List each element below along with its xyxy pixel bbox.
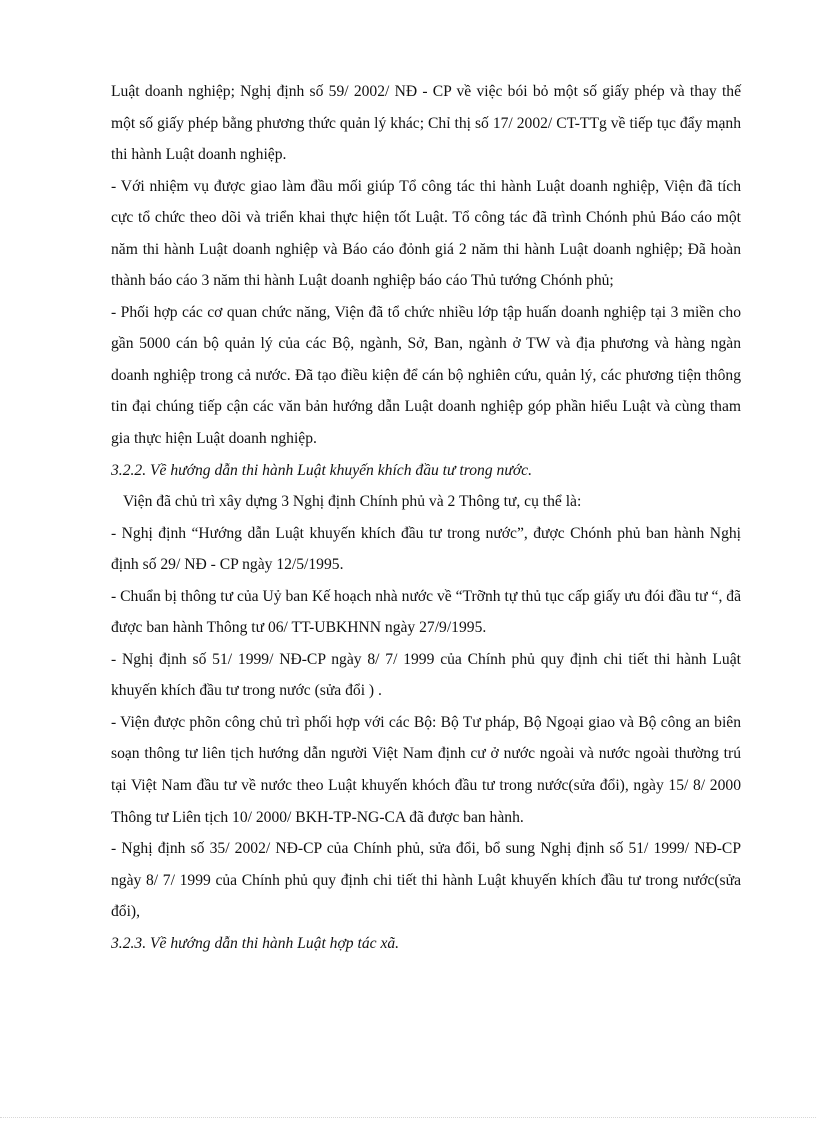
section-heading-3-2-3: 3.2.3. Về hướng dẫn thi hành Luật hợp tác xã. [111, 934, 400, 952]
bullet-decree-29: - Nghị định “Hướng dẫn Luật khuyến khích đầu tư trong nước”, được Chónh phủ ban hành Nghị định số 29/ NĐ - CP ngày 12/5/1995. [111, 524, 741, 574]
bullet-task-force: - Với nhiệm vụ được giao làm đầu mối giúp Tổ công tác thi hành Luật doanh nghiệp, Viện đã tích cực tổ chức theo dõi và triển khai thực hiện tốt Luật. Tổ công tác đã trình Chónh phủ Báo cáo một năm thi hành Luật doanh nghiệp và Báo cáo đỏnh giá 2 năm thi hành Luật doanh nghiệp; Đã hoàn thành báo cáo 3 năm thi hành Luật doanh nghiệp báo cáo Thủ tướng Chónh phủ; [111, 177, 741, 290]
page-bottom-border [0, 1117, 816, 1118]
bullet-decree-51: - Nghị định số 51/ 1999/ NĐ-CP ngày 8/ 7/ 1999 của Chính phủ quy định chi tiết thi hành Luật khuyến khích đầu tư trong nước (sửa đổi ) . [111, 650, 741, 700]
section-heading-3-2-2: 3.2.2. Về hướng dẫn thi hành Luật khuyến khích đầu tư trong nước. [111, 461, 532, 479]
paragraph-continuation: Luật doanh nghiệp; Nghị định số 59/ 2002/ NĐ - CP về việc bói bỏ một số giấy phép và thay thế một số giấy phép bằng phương thức quản lý khác; Chỉ thị số 17/ 2002/ CT-TTg về tiếp tục đẩy mạnh thi hành Luật doanh nghiệp. [111, 83, 741, 164]
bullet-joint-circular: - Viện được phõn công chủ trì phối hợp với các Bộ: Bộ Tư pháp, Bộ Ngoại giao và Bộ công an biên soạn thông tư liên tịch hướng dẫn người Việt Nam định cư ở nước ngoài và nước ngoài thường trú tại Việt Nam đầu tư về nước theo Luật khuyến khóch đầu tư trong nước(sửa đổi), ngày 15/ 8/ 2000 Thông tư Liên tịch 10/ 2000/ BKH-TP-NG-CA đã được ban hành. [111, 713, 741, 826]
bullet-training: - Phối hợp các cơ quan chức năng, Viện đã tổ chức nhiều lớp tập huấn doanh nghiệp tại 3 miền cho gần 5000 cán bộ quản lý của các Bộ, ngành, Sở, Ban, ngành ở TW và địa phương và hàng ngàn doanh nghiệp trong cả nước. Đã tạo điều kiện để cán bộ nghiên cứu, quản lý, các phương tiện thông tin đại chúng tiếp cận các văn bản hướng dẫn Luật doanh nghiệp góp phần hiểu Luật và cùng tham gia thực hiện Luật doanh nghiệp. [111, 303, 741, 448]
document-body [111, 76, 741, 959]
paragraph-intro: Viện đã chủ trì xây dựng 3 Nghị định Chính phủ và 2 Thông tư, cụ thể là: [123, 493, 582, 511]
bullet-circular-06: - Chuẩn bị thông tư của Uỷ ban Kế hoạch nhà nước về “Trỡnh tự thủ tục cấp giấy ưu đói đầu tư “, đã được ban hành Thông tư 06/ TT-UBKHNN ngày 27/9/1995. [111, 587, 741, 637]
bullet-decree-35: - Nghị định số 35/ 2002/ NĐ-CP của Chính phủ, sửa đổi, bổ sung Nghị định số 51/ 1999/ NĐ-CP ngày 8/ 7/ 1999 của Chính phủ quy định chi tiết thi hành Luật khuyến khích đầu tư trong nước(sửa đổi), [111, 840, 741, 921]
